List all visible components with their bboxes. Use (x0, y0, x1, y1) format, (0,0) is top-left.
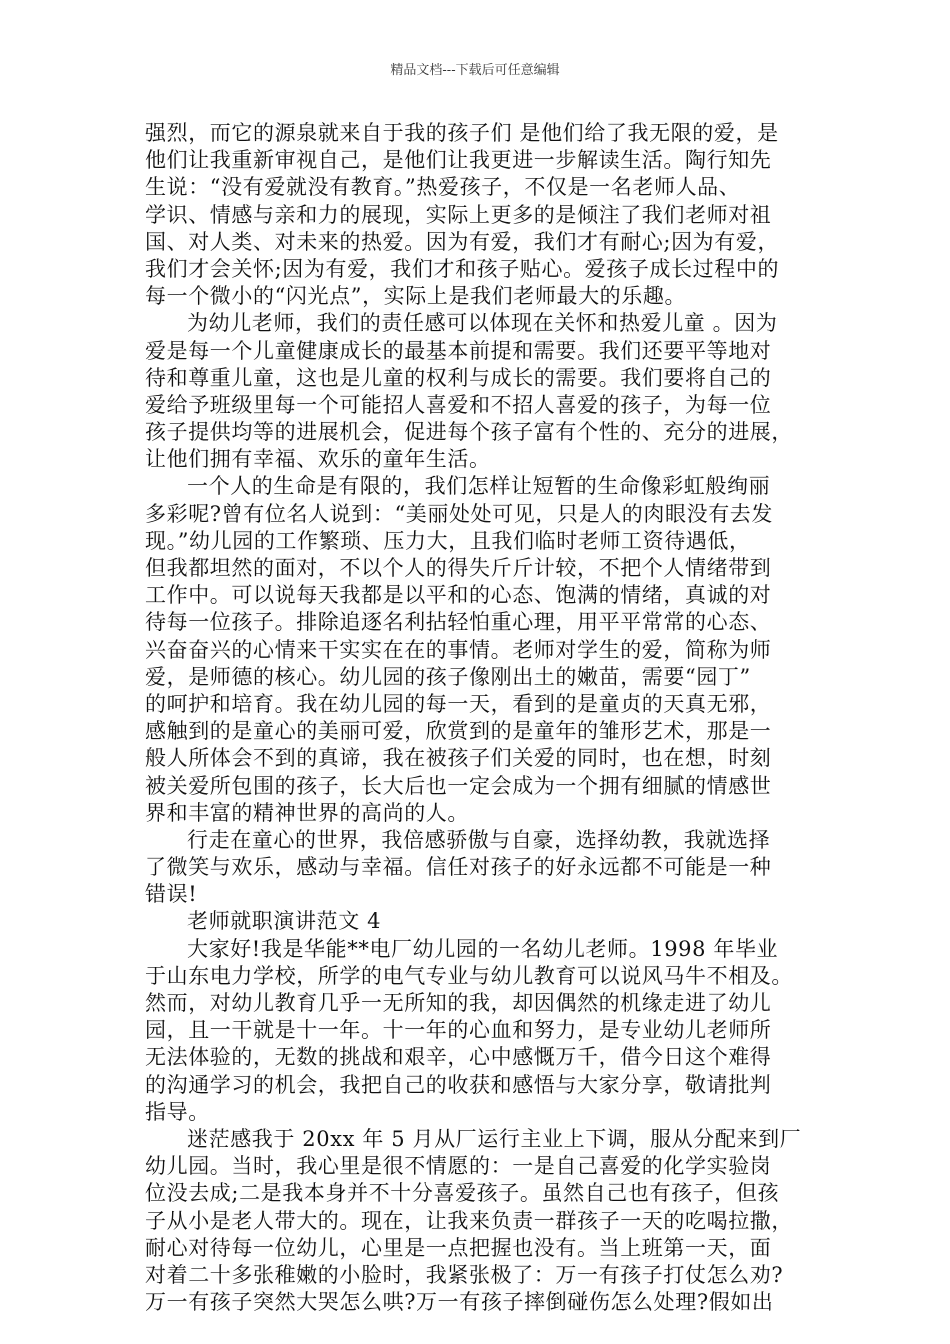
text-line: 学识、情感与亲和力的展现，实际上更多的是倾注了我们老师对祖 (145, 202, 772, 227)
text-line: 待每一位孩子。排除追逐名利拈轻怕重心理，用平平常常的心态、 (145, 610, 772, 635)
text-line: 于山东电力学校，所学的电气专业与幼儿教育可以说风马牛不相及。 (145, 963, 793, 988)
text-line: 强烈，而它的源泉就来自于我的孩子们 是他们给了我无限的爱，是 (145, 121, 779, 145)
text-line: 万一有孩子突然大哭怎么哄?万一有孩子摔倒碰伤怎么处理?假如出 (145, 1290, 774, 1315)
page-header: 精品文档---下载后可任意编辑 (390, 63, 560, 78)
text-line: 位没去成;二是我本身并不十分喜爱孩子。虽然自己也有孩子，但孩 (145, 1181, 780, 1206)
text-line: 我们才会关怀;因为有爱，我们才和孩子贴心。爱孩子成长过程中的 (145, 256, 780, 281)
text-line: 他们让我重新审视自己，是他们让我更进一步解读生活。陶行知先 (145, 148, 772, 173)
document-body (145, 120, 817, 1316)
text-line: 无法体验的，无数的挑战和艰辛，心中感慨万千，借今日这个难得 (145, 1045, 772, 1070)
text-line: 的呵护和培育。我在幼儿园的每一天，看到的是童贞的天真无邪， (145, 691, 772, 716)
text-line: 错误! (145, 882, 198, 907)
text-line: 指导。 (145, 1099, 210, 1124)
text-line: 爱是每一个儿童健康成长的最基本前提和需要。我们还要平等地对 (145, 338, 772, 363)
text-line: 般人所体会不到的真谛，我在被孩子们关爱的同时，也在想，时刻 (145, 746, 772, 771)
text-line: 子从小是老人带大的。现在，让我来负责一群孩子一天的吃喝拉撒， (145, 1208, 793, 1233)
text-line: 爱给予班级里每一个可能招人喜爱和不招人喜爱的孩子，为每一位 (145, 392, 772, 417)
text-line: 感触到的是童心的美丽可爱，欣赏到的是童年的雏形艺术，那是一 (145, 719, 772, 744)
text-line: 多彩呢?曾有位名人说到：“美丽处处可见，只是人的肉眼没有去发 (145, 501, 773, 526)
text-line: 工作中。可以说每天我都是以平和的心态、饱满的情绪，真诚的对 (145, 583, 772, 608)
text-line: 幼儿园。当时，我心里是很不情愿的：一是自己喜爱的化学实验岗 (145, 1154, 772, 1179)
text-line: 爱，是师德的核心。幼儿园的孩子像刚出土的嫩苗，需要“园丁” (145, 664, 751, 689)
text-line: 但我都坦然的面对，不以个人的得失斤斤计较，不把个人情绪带到 (145, 556, 772, 580)
text-line: 被关爱所包围的孩子，长大后也一定会成为一个拥有细腻的情感世 (145, 773, 772, 798)
text-line: 然而，对幼儿教育几乎一无所知的我，却因偶然的机缘走进了幼儿 (145, 991, 772, 1015)
text-line: 耐心对待每一位幼儿，心里是一点把握也没有。当上班第一天，面 (145, 1235, 772, 1260)
text-line: 了微笑与欢乐，感动与幸福。信任对孩子的好永远都不可能是一种 (145, 855, 772, 880)
text-line: 每一个微小的“闪光点”，实际上是我们老师最大的乐趣。 (145, 284, 687, 309)
section-heading: 老师就职演讲范文 4 (187, 909, 382, 934)
text-line: 的沟通学习的机会，我把自己的收获和感悟与大家分享，敬请批判 (145, 1072, 772, 1097)
text-line: 兴奋奋兴的心情来干实实在在的事情。老师对学生的爱，简称为师 (145, 637, 772, 662)
text-line: 界和丰富的精神世界的高尚的人。 (145, 800, 469, 825)
text-line: 现。”幼儿园的工作繁琐、压力大，且我们临时老师工资待遇低， (145, 528, 751, 553)
text-line: 让他们拥有幸福、欢乐的童年生活。 (145, 447, 491, 472)
text-line: 为幼儿老师，我们的责任感可以体现在关怀和热爱儿童 。因为 (187, 311, 778, 336)
text-line: 一个人的生命是有限的，我们怎样让短暂的生命像彩虹般绚丽 (187, 474, 771, 499)
text-line: 行走在童心的世界，我倍感骄傲与自豪，选择幼教，我就选择 (187, 827, 771, 852)
text-line: 国、对人类、对未来的热爱。因为有爱，我们才有耐心;因为有爱， (145, 229, 780, 254)
text-line: 待和尊重儿童，这也是儿童的权利与成长的需要。我们要将自己的 (145, 365, 772, 390)
text-line: 生说：“没有爱就没有教育。”热爱孩子，不仅是一名老师人品、 (145, 175, 741, 200)
text-line: 迷茫感我于 20xx 年 5 月从厂运行主业上下调，服从分配来到厂 (187, 1126, 802, 1151)
text-line: 大家好!我是华能**电厂幼儿园的一名幼儿老师。1998 年毕业 (187, 936, 779, 961)
text-line: 对着二十多张稚嫩的小脸时，我紧张极了：万一有孩子打仗怎么劝? (145, 1262, 784, 1287)
text-line: 园，且一干就是十一年。十一年的心血和努力，是专业幼儿老师所 (145, 1018, 772, 1043)
text-line: 孩子提供均等的进展机会，促进每个孩子富有个性的、充分的进展， (145, 420, 793, 445)
